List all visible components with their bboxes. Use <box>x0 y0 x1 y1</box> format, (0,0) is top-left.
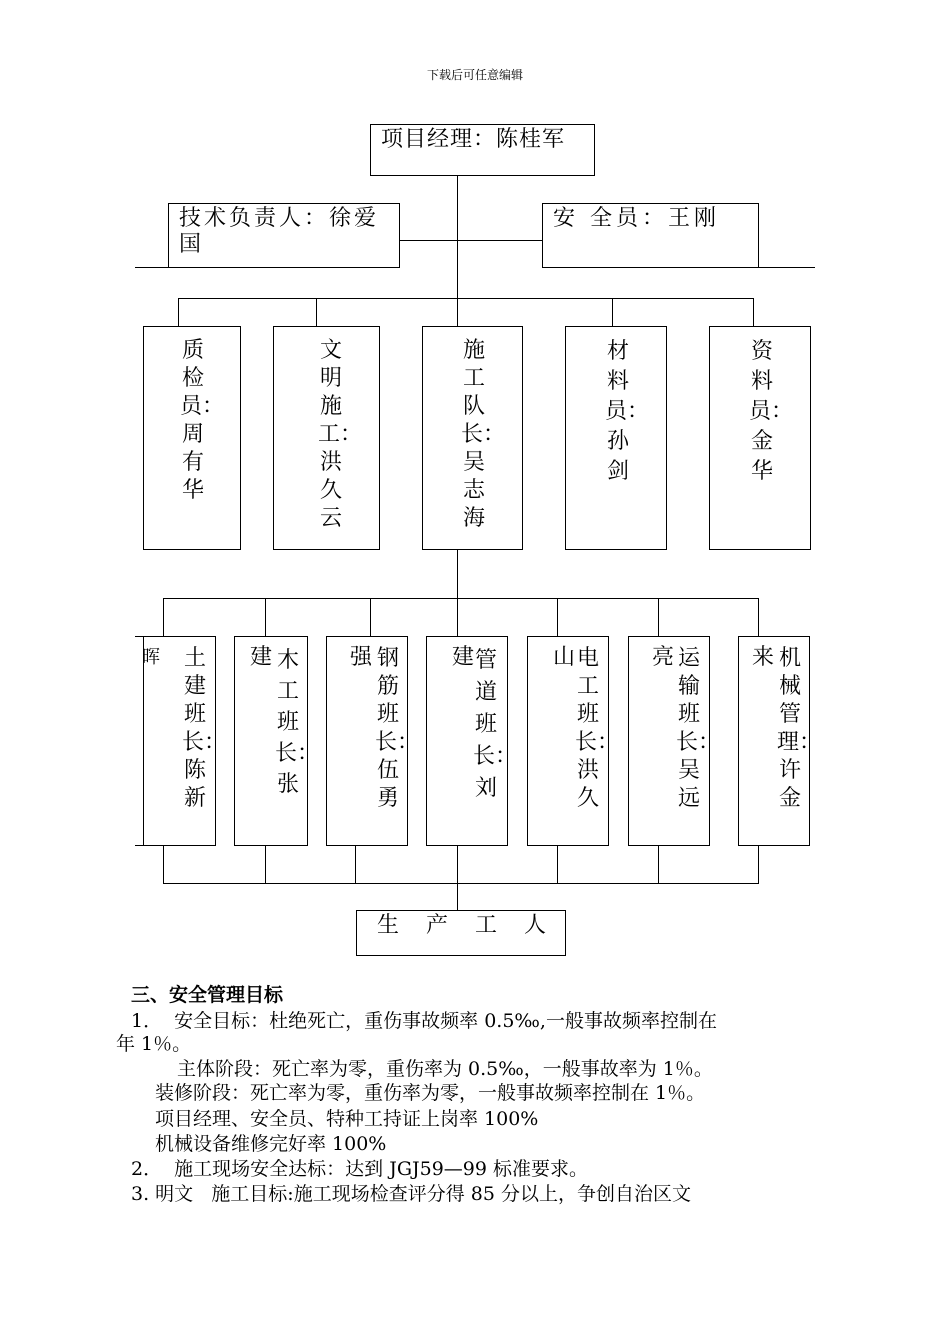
connector-line <box>370 598 371 636</box>
connector-line <box>758 598 759 636</box>
team-label: 电工班长：洪久 <box>575 646 620 811</box>
connector-line <box>612 298 613 326</box>
connector-line <box>178 298 754 299</box>
team-label: 运输班长：吴远 <box>676 646 721 811</box>
goal-line: 1． 安全目标：杜绝死亡，重伤事故频率 0.5‰,一般事故频率控制在 <box>131 1010 717 1032</box>
goal-line: 项目经理、安全员、特种工持证上岗率 100% <box>155 1108 539 1130</box>
connector-line <box>753 298 754 326</box>
connector-line <box>178 298 179 326</box>
team-side-char: 来 <box>751 645 774 670</box>
connector-line <box>265 846 266 883</box>
goal-line: 3. 明文 施工目标:施工现场检查评分得 85 分以上，争创自治区文 <box>131 1183 691 1205</box>
connector-line <box>163 598 759 599</box>
team-side-char: 建 <box>249 645 272 670</box>
tech-lead-box <box>168 203 400 268</box>
workers-box <box>356 910 566 956</box>
manager-label: 项目经理：陈桂军 <box>381 127 566 152</box>
staff-box-civil <box>273 326 380 550</box>
connector-line <box>557 846 558 883</box>
manager-box <box>370 124 595 176</box>
staff-label: 施工队长：吴志海 <box>461 338 506 531</box>
safety-officer-box <box>542 203 759 268</box>
team-label: 管道班长：刘 <box>473 648 518 801</box>
safety-officer-label: 安 全员：王刚 <box>553 206 720 231</box>
page-header: 下载后可任意编辑 <box>426 68 523 82</box>
staff-box-crew-leader <box>422 326 523 550</box>
connector-line <box>399 240 543 241</box>
connector-line <box>163 883 759 884</box>
goal-line: 主体阶段：死亡率为零，重伤率为 0.5‰，一般事故率为 1％。 <box>177 1058 713 1080</box>
goal-line: 年 1％。 <box>116 1033 192 1055</box>
connector-line <box>658 846 659 883</box>
connector-line <box>758 846 759 883</box>
connector-line <box>457 298 458 326</box>
staff-label: 文明施工：洪久云 <box>318 338 363 531</box>
connector-line <box>457 598 458 636</box>
connector-line <box>557 598 558 636</box>
section-title: 三、安全管理目标 <box>131 984 284 1006</box>
connector-line <box>265 598 266 636</box>
connector-line <box>316 298 317 326</box>
goal-line: 装修阶段：死亡率为零，重伤率为零，一般事故频率控制在 1％。 <box>155 1082 706 1104</box>
team-label: 钢筋班长：伍勇 <box>375 646 420 811</box>
goal-line: 机械设备维修完好率 100% <box>155 1133 387 1155</box>
team-side-char: 亮 <box>651 645 674 670</box>
connector-line <box>457 846 458 910</box>
connector-line <box>457 550 458 598</box>
staff-box-materials <box>565 326 667 550</box>
staff-box-qc <box>143 326 241 550</box>
team-side-char: 山 <box>552 645 575 670</box>
staff-box-documents <box>709 326 811 550</box>
goal-line: 2． 施工现场安全达标：达到 JGJ59—99 标准要求。 <box>131 1158 589 1180</box>
connector-line <box>758 267 815 268</box>
team-label: 机械管理：许金 <box>777 646 822 811</box>
connector-line <box>355 846 356 883</box>
connector-line <box>163 598 164 636</box>
staff-label: 资料员：金 华 <box>749 339 794 484</box>
team-label: 木工班长：张 <box>275 648 320 797</box>
connector-line <box>135 267 169 268</box>
connector-line <box>658 598 659 636</box>
team-side-char: 强 <box>349 645 372 670</box>
staff-label: 质检员：周有华 <box>180 338 225 503</box>
team-side-char: 建 <box>451 645 474 670</box>
tech-lead-label: 技术负责人：徐爱 <box>179 206 380 231</box>
staff-label: 材料员：孙 剑 <box>605 339 650 484</box>
workers-label: 生 产 工 人 <box>377 913 556 938</box>
connector-line <box>457 175 458 298</box>
team-label: 土建班长：陈新 <box>182 646 227 811</box>
connector-line <box>163 846 164 883</box>
tech-lead-label-cont: 国 <box>179 232 203 257</box>
team-side-char: 晖 <box>142 647 160 668</box>
